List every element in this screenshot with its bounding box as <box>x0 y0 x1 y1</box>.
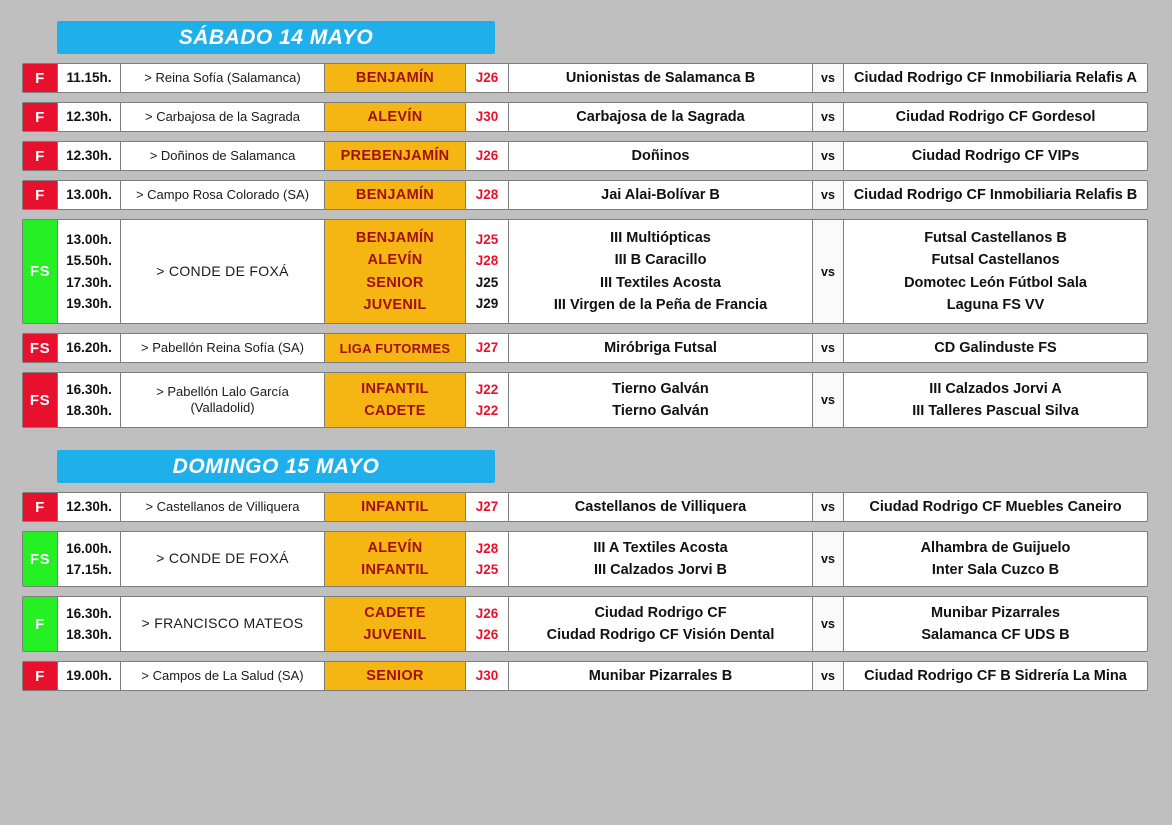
away-team: Ciudad Rodrigo CF Gordesol <box>895 108 1096 125</box>
home-team: Castellanos de Villiquera <box>574 498 747 515</box>
kickoff-times <box>58 334 121 362</box>
home-team-column <box>509 181 813 209</box>
matchday-column <box>466 493 509 521</box>
kickoff-time: 19.30h. <box>66 296 112 311</box>
matchday: J25 <box>475 562 499 577</box>
category: ALEVÍN <box>367 252 423 268</box>
venue <box>121 662 325 690</box>
away-team: Ciudad Rodrigo CF VIPs <box>911 147 1080 164</box>
row-gap <box>0 363 1172 372</box>
category-column <box>325 103 466 131</box>
kickoff-time: 16.00h. <box>66 540 112 556</box>
matchday-column <box>466 373 509 427</box>
kickoff-time: 13.00h. <box>66 187 112 203</box>
venue <box>121 597 325 651</box>
kickoff-time: 16.30h. <box>66 381 112 397</box>
home-team-column <box>509 64 813 92</box>
away-team-column <box>844 220 1147 323</box>
matchday-column <box>466 532 509 586</box>
home-team: Jai Alai-Bolívar B <box>601 186 720 203</box>
kickoff-time: 19.00h. <box>66 668 112 684</box>
home-team: III Multiópticas <box>610 229 711 246</box>
sport-badge: FS <box>23 220 58 323</box>
away-team: Ciudad Rodrigo CF Inmobiliaria Relafis A <box>853 69 1138 86</box>
venue-line: > CONDE DE FOXÁ <box>156 262 289 279</box>
row-gap <box>0 54 1172 63</box>
matchday-column <box>466 181 509 209</box>
matchday: J22 <box>475 381 499 397</box>
matchday-column <box>466 103 509 131</box>
kickoff-time: 15.50h. <box>66 253 112 268</box>
kickoff-time: 16.30h. <box>66 605 112 621</box>
match-row <box>22 372 1148 428</box>
sport-badge: FS <box>23 334 58 362</box>
home-team-column <box>509 662 813 690</box>
kickoff-time: 13.00h. <box>66 231 112 247</box>
match-row <box>22 219 1148 324</box>
match-row <box>22 661 1148 691</box>
matchday: J26 <box>475 148 499 164</box>
vs-label: vs <box>813 103 844 131</box>
home-team: III A Textiles Acosta <box>593 539 728 556</box>
venue <box>121 220 325 323</box>
category-column <box>325 334 466 362</box>
matchday: J22 <box>475 403 499 418</box>
category-column <box>325 597 466 651</box>
away-team-column <box>844 103 1147 131</box>
away-team-column <box>844 373 1147 427</box>
day-header: DOMINGO 15 MAYO <box>57 450 495 483</box>
category: BENJAMÍN <box>355 186 435 203</box>
away-team-column <box>844 64 1147 92</box>
kickoff-time: 18.30h. <box>66 403 112 418</box>
kickoff-times <box>58 103 121 131</box>
kickoff-time: 12.30h. <box>66 148 112 164</box>
matchday-column <box>466 142 509 170</box>
matchday: J27 <box>475 499 499 515</box>
category-column <box>325 181 466 209</box>
kickoff-time: 12.30h. <box>66 109 112 125</box>
vs-label: vs <box>813 220 844 323</box>
row-gap <box>0 522 1172 531</box>
matchday: J28 <box>475 253 499 268</box>
vs-label: vs <box>813 373 844 427</box>
matchday-column <box>466 220 509 323</box>
category: PREBENJAMÍN <box>340 147 450 164</box>
sport-badge: FS <box>23 532 58 586</box>
away-team: III Calzados Jorvi A <box>929 380 1062 397</box>
away-team: Futsal Castellanos <box>931 252 1060 268</box>
category: BENJAMÍN <box>355 69 435 86</box>
kickoff-time: 18.30h. <box>66 627 112 642</box>
matchday: J26 <box>475 627 499 642</box>
match-row <box>22 531 1148 587</box>
category-column <box>325 532 466 586</box>
sport-badge: F <box>23 493 58 521</box>
category-column <box>325 662 466 690</box>
vs-label: vs <box>813 532 844 586</box>
matchday: J28 <box>475 540 499 556</box>
venue <box>121 493 325 521</box>
home-team: Unionistas de Salamanca B <box>565 69 756 86</box>
category: SENIOR <box>366 274 424 291</box>
venue <box>121 532 325 586</box>
vs-label: vs <box>813 597 844 651</box>
kickoff-times <box>58 373 121 427</box>
venue-line: > FRANCISCO MATEOS <box>141 615 304 632</box>
category: INFANTIL <box>361 498 429 515</box>
away-team-column <box>844 334 1147 362</box>
away-team-column <box>844 662 1147 690</box>
home-team: Tierno Galván <box>612 380 709 397</box>
kickoff-times <box>58 181 121 209</box>
home-team: Carbajosa de la Sagrada <box>576 108 745 125</box>
sport-badge: F <box>23 597 58 651</box>
kickoff-times <box>58 64 121 92</box>
matchday: J28 <box>475 187 499 203</box>
venue <box>121 103 325 131</box>
day-header: SÁBADO 14 MAYO <box>57 21 495 54</box>
away-team: Ciudad Rodrigo CF Inmobiliaria Relafis B <box>853 186 1138 203</box>
kickoff-time: 17.30h. <box>66 274 112 290</box>
kickoff-times <box>58 142 121 170</box>
kickoff-times <box>58 493 121 521</box>
home-team: Munibar Pizarrales B <box>588 667 733 684</box>
matchday: J29 <box>475 296 499 311</box>
venue-line: > Castellanos de Villiquera <box>145 498 300 514</box>
category: ALEVÍN <box>367 539 423 556</box>
away-team: Salamanca CF UDS B <box>921 627 1070 643</box>
home-team-column <box>509 373 813 427</box>
home-team-column <box>509 220 813 323</box>
home-team-column <box>509 532 813 586</box>
venue-line: > Pabellón Reina Sofía (SA) <box>141 339 304 355</box>
matchday-column <box>466 334 509 362</box>
venue-line: > Campo Rosa Colorado (SA) <box>135 186 310 202</box>
match-row <box>22 492 1148 522</box>
kickoff-time: 11.15h. <box>66 70 112 86</box>
category: CADETE <box>364 604 426 621</box>
category-column <box>325 64 466 92</box>
row-gap <box>0 132 1172 141</box>
kickoff-time: 16.20h. <box>66 340 112 356</box>
category: ALEVÍN <box>367 108 423 125</box>
vs-label: vs <box>813 181 844 209</box>
vs-label: vs <box>813 334 844 362</box>
away-team: Ciudad Rodrigo CF Muebles Caneiro <box>869 498 1122 515</box>
away-team: Domotec León Fútbol Sala <box>904 274 1087 291</box>
home-team: Doñinos <box>631 147 690 164</box>
matchday: J25 <box>475 274 499 290</box>
venue <box>121 181 325 209</box>
match-row <box>22 333 1148 363</box>
home-team: Miróbriga Futsal <box>604 339 717 356</box>
away-team-column <box>844 493 1147 521</box>
category-column <box>325 493 466 521</box>
away-team: Laguna FS VV <box>946 297 1045 313</box>
kickoff-times <box>58 532 121 586</box>
matchday: J30 <box>475 668 499 684</box>
matchday-column <box>466 597 509 651</box>
match-row <box>22 141 1148 171</box>
sport-badge: F <box>23 142 58 170</box>
vs-label: vs <box>813 662 844 690</box>
home-team: Tierno Galván <box>612 403 709 419</box>
home-team-column <box>509 103 813 131</box>
sport-badge: F <box>23 662 58 690</box>
section-gap <box>0 428 1172 450</box>
category: CADETE <box>364 403 426 419</box>
category: BENJAMÍN <box>355 229 435 246</box>
vs-label: vs <box>813 493 844 521</box>
row-gap <box>0 93 1172 102</box>
matchday-column <box>466 64 509 92</box>
away-team: Alhambra de Guijuelo <box>920 539 1071 556</box>
venue <box>121 64 325 92</box>
kickoff-times <box>58 662 121 690</box>
category: SENIOR <box>366 667 424 684</box>
matchday: J26 <box>475 70 499 86</box>
venue <box>121 373 325 427</box>
match-row <box>22 63 1148 93</box>
row-gap <box>0 483 1172 492</box>
matchday: J27 <box>475 340 499 356</box>
away-team-column <box>844 142 1147 170</box>
vs-label: vs <box>813 64 844 92</box>
vs-label: vs <box>813 142 844 170</box>
away-team: Inter Sala Cuzco B <box>931 562 1060 578</box>
row-gap <box>0 171 1172 180</box>
sport-badge: F <box>23 64 58 92</box>
home-team-column <box>509 142 813 170</box>
away-team: III Talleres Pascual Silva <box>912 403 1079 419</box>
kickoff-time: 17.15h. <box>66 562 112 577</box>
matchday: J26 <box>475 605 499 621</box>
kickoff-times <box>58 220 121 323</box>
away-team-column <box>844 597 1147 651</box>
sport-badge: F <box>23 103 58 131</box>
match-row <box>22 180 1148 210</box>
category-column <box>325 142 466 170</box>
home-team: III Textiles Acosta <box>600 274 721 291</box>
away-team: Munibar Pizarrales <box>931 604 1060 621</box>
kickoff-time: 12.30h. <box>66 499 112 515</box>
venue-line: > Carbajosa de la Sagrada <box>144 108 301 124</box>
kickoff-times <box>58 597 121 651</box>
row-gap <box>0 324 1172 333</box>
row-gap <box>0 652 1172 661</box>
category: INFANTIL <box>361 380 429 397</box>
away-team-column <box>844 181 1147 209</box>
home-team: III B Caracillo <box>614 252 707 268</box>
venue-line: > CONDE DE FOXÁ <box>156 550 289 567</box>
row-gap <box>0 210 1172 219</box>
venue <box>121 142 325 170</box>
category: LIGA FUTORMES <box>339 340 451 356</box>
home-team: Ciudad Rodrigo CF Visión Dental <box>546 627 775 643</box>
matchday: J25 <box>475 231 499 247</box>
venue-line: > Reina Sofía (Salamanca) <box>144 69 301 85</box>
sport-badge: FS <box>23 373 58 427</box>
venue <box>121 334 325 362</box>
home-team-column <box>509 493 813 521</box>
match-row <box>22 102 1148 132</box>
home-team: III Calzados Jorvi B <box>594 562 727 578</box>
category: JUVENIL <box>363 627 427 643</box>
schedule-content <box>0 21 1172 691</box>
match-row <box>22 596 1148 652</box>
venue-line: (Valladolid) <box>190 400 255 415</box>
row-gap <box>0 587 1172 596</box>
away-team: Futsal Castellanos B <box>924 229 1067 246</box>
matchday-column <box>466 662 509 690</box>
away-team: CD Galinduste FS <box>934 339 1057 356</box>
category: INFANTIL <box>361 562 429 578</box>
matchday: J30 <box>475 109 499 125</box>
category-column <box>325 220 466 323</box>
away-team-column <box>844 532 1147 586</box>
sport-badge: F <box>23 181 58 209</box>
home-team-column <box>509 334 813 362</box>
away-team: Ciudad Rodrigo CF B Sidrería La Mina <box>864 667 1127 684</box>
venue-line: > Campos de La Salud (SA) <box>141 667 304 683</box>
venue-line: > Doñinos de Salamanca <box>149 147 296 163</box>
category-column <box>325 373 466 427</box>
category: JUVENIL <box>363 297 427 313</box>
home-team: III Virgen de la Peña de Francia <box>553 297 768 313</box>
home-team: Ciudad Rodrigo CF <box>594 604 727 621</box>
venue-line: > Pabellón Lalo García <box>156 383 289 399</box>
home-team-column <box>509 597 813 651</box>
